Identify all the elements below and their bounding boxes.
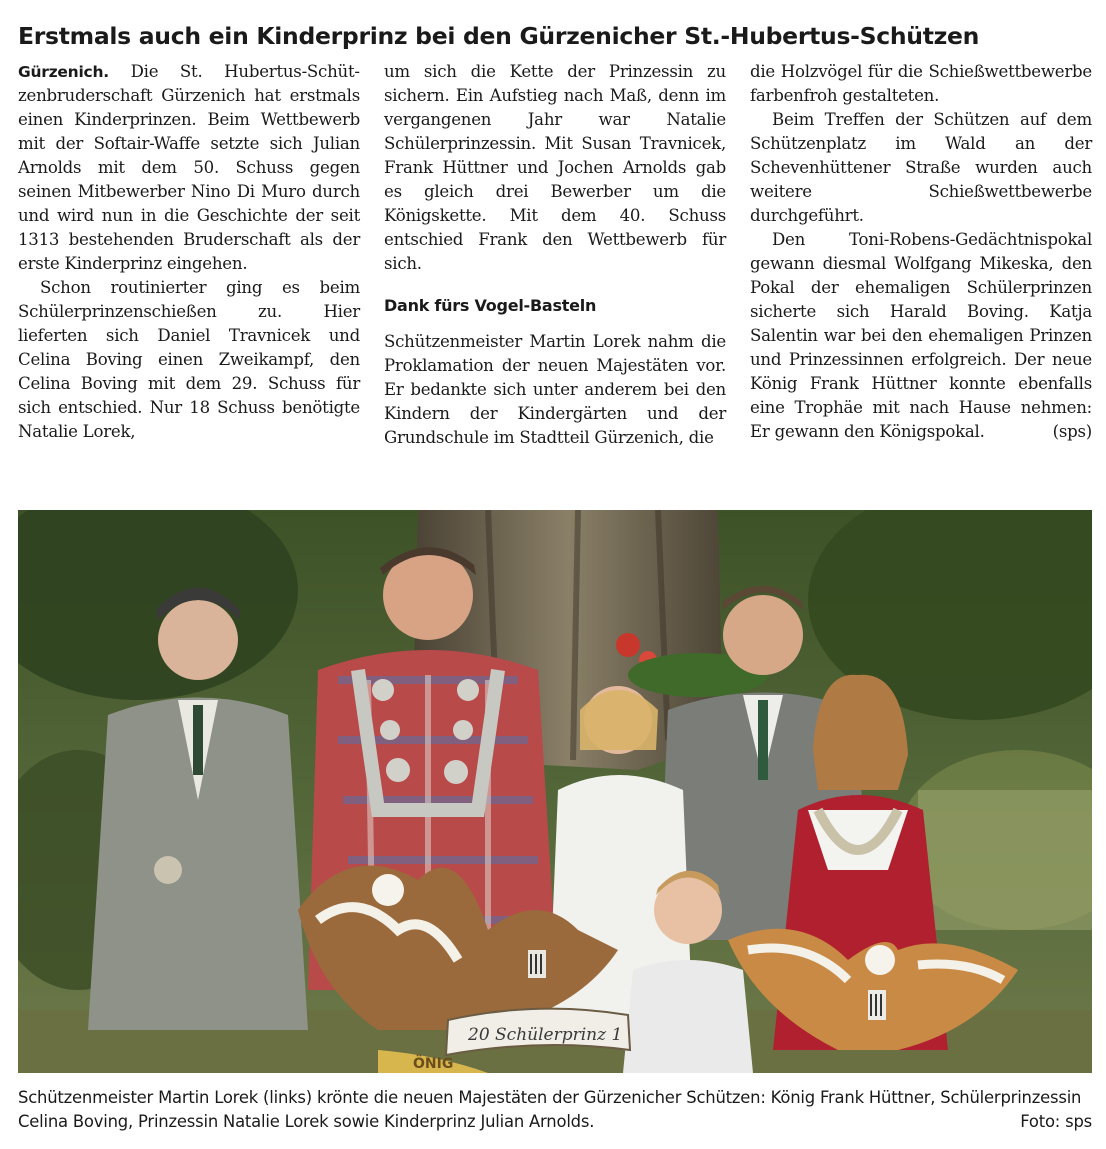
paragraph: Schon routinierter ging es beim Schülerprinzenschießen zu. Hier lieferten sich Daniel Travnicek und Celina Boving einen Zweikampf, den Celina Boving mit dem 29. Schuss für sich entschied. Nur 18 Schuss benötigte Natalie Lorek, [18,278,360,441]
article-photo [18,510,1092,1073]
headline-rest: auch ein Kinderprinz bei den Gürzenicher St.-Hubertus-Schützen [130,21,980,50]
dateline: Gürzenich. [18,63,109,81]
paragraph: um sich die Kette der Prinzessin zu sichern. Ein Aufstieg nach Maß, denn im vergangenen Jahr war Natalie Schülerprinzessin. Mit Susan Travnicek, Frank Hüttner und Jochen Arnolds gab es gleich drei Bewerber um die Königskette. Mit dem 40. Schuss entschied Frank den Wettbewerb für sich. [384,62,726,273]
headline-kicker: Erstmals [18,21,131,50]
caption-text: Schützenmeister Martin Lorek (links) krönte die neuen Majestäten der Gürzenicher Schützen: König Frank Hüttner, Schülerprinzessin Celina Boving, Prinzessin Natalie Lorek sowie Kinderprinz Julian Arnolds. [18,1088,1082,1131]
photo-caption [18,1086,1092,1134]
article-column-2 [384,60,726,450]
paragraph: Beim Treffen der Schützen auf dem Schützenplatz im Wald an der Schevenhüttener Straße wurden auch weitere Schießwettbewerbe durchgeführt. [750,110,1092,225]
paragraph: die Holzvögel für die Schießwettbewerbe farbenfroh gestalteten. [750,62,1092,105]
paragraph-text: Die St. Hubertus-Schützenbruderschaft Gürzenich hat erstmals einen Kinderprinzen. Beim Wettbewerb mit der Softair-Waffe setzte sich Julian Arnolds mit dem 50. Schuss gegen seinen Mitbewerber Nino Di Muro durch und wird nun in die Geschichte der seit 1313 bestehenden Bruderschaft als der erste Kinderprinz eingehen. [18,62,360,273]
sign-text-lower: ÖNIG [413,1056,454,1072]
subheading: Dank fürs Vogel-Basteln [384,296,597,315]
paragraph: Schützenmeister Martin Lorek nahm die Proklamation der neuen Majestäten vor. Er bedankte sich unter anderem bei den Kindern der Kindergärten und der Grundschule im Stadtteil Gürzenich, die [384,332,726,447]
article-column-1 [18,60,360,444]
author-credit: (sps) [1052,422,1092,441]
paragraph-text: Den Toni-Robens-Gedächtnispokal gewann diesmal Wolfgang Mikeska, den Pokal der ehemaligen Schülerprinzen sicherte sich Harald Boving. Katja Salentin war bei den ehemaligen Prinzen und Prinzessinnen erfolgreich. Der neue König Frank Hüttner konnte ebenfalls eine Trophäe mit nach Hause nehmen: Er gewann den Königspokal. [750,230,1092,441]
photo-illustration [18,510,1092,1073]
article-column-3 [750,60,1092,444]
photo-credit: Foto: sps [1020,1112,1092,1131]
sign-text: 20 Schülerprinz 1 [468,1025,623,1045]
paragraph [18,60,360,276]
paragraph [750,228,1092,444]
headline [18,20,1098,52]
